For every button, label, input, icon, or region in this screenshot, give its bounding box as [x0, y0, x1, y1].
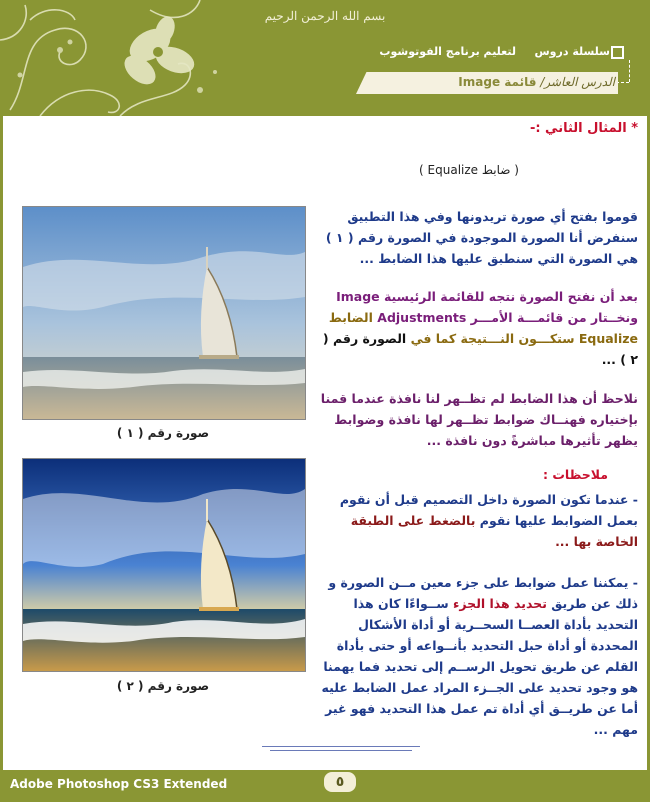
note-2 [318, 572, 638, 740]
equalize-label: ( ضابط Equalize ) [419, 163, 519, 177]
note2-part10: تم عمل هذا التحديد فهو غير مهم ... [325, 701, 638, 737]
floral-ornament-icon [0, 0, 250, 116]
note2-part7: أو حتى بأداة القلم عن طريق تحويل الرســم إلى [336, 638, 638, 674]
bullet-square-icon [611, 46, 624, 59]
lesson-topic: قائمة Image [458, 75, 537, 89]
page-number: ٥ [324, 772, 356, 792]
para2-part2: ونخــتار من قائمـــة الأمـــر Adjustments [377, 310, 638, 325]
footer-app-name: Adobe Photoshop CS3 Extended [10, 777, 228, 791]
lesson-number: الدرس العاشر/ [540, 75, 615, 89]
note2-part2: و ذلك عن طريق [328, 575, 638, 611]
divider-line [262, 746, 420, 747]
para2-part4: الصورة رقم ( ٢ ) ... [322, 331, 638, 367]
note2-part5: هذا التحديد بأداة العصــا السحــرية أو أداة [353, 596, 638, 632]
notes-heading: ملاحظات : [542, 467, 608, 482]
photo-original [22, 206, 306, 420]
note2-part3: تحديد هذا الجزء [453, 596, 547, 611]
caption-1: صورة رقم ( ١ ) [116, 426, 210, 440]
note1-part4: الخاصة بها ... [555, 534, 638, 549]
series-title: سلسلة دروس [534, 45, 610, 58]
basmala: بسم الله الرحمن الرحيم [264, 9, 386, 23]
note2-part9: المراد عمل الضابط عليه أما عن طريــق أي أداة [321, 680, 638, 716]
note1-part1: - عندما تكون الصورة داخل التصميم قبل أن نقوم [339, 492, 638, 507]
paragraph-intro: قوموا بفتح أي صورة تريدونها وفي هذا التطبيق سنفرض أنا الصورة الموجودة في الصورة رقم ( ١ ) هي الصورة التي سنطبق عليها هذا الضابط ... [325, 209, 638, 266]
para2-part1: بعد أن نفتح الصورة نتجه للقائمة الرئيسية Image [336, 289, 638, 304]
caption-2: صورة رقم ( ٢ ) [116, 679, 210, 693]
paragraph-observation: نلاحظ أن هذا الضابط لم تظــهر لنا نافذة عندما قمنا بإختياره فهنــاك ضوابط تظــهر لها نافذة وضوابط يظهر تأثيرها مباشرةً دون نافذة ... [320, 391, 638, 448]
divider-line [270, 750, 412, 751]
note2-part8: تحديد فما يهمنا هو وجود تحديد على الجــزء [323, 659, 638, 695]
dashed-connector [629, 60, 630, 82]
note-1 [318, 489, 638, 552]
note2-part4: ســواءًا كان [378, 596, 449, 611]
paragraph-steps [318, 286, 638, 370]
photo-equalized [22, 458, 306, 672]
note1-part3: بالضغط على الطبقة [350, 513, 476, 528]
example-title: * المثال الثاني :- [529, 121, 638, 136]
series-subtitle: لتعليم برنامج الفوتوشوب [379, 45, 516, 58]
note2-part6: الأشكال المحددة أو أداة حبل التحديد بأنــواعه [358, 617, 638, 653]
para2-part3: الضابط Equalize ستكـــون النـــتيجة كما في [328, 310, 638, 346]
lesson-heading [365, 75, 615, 89]
note2-part1: - يمكننا عمل ضوابط على جزء معين مــن الصورة [340, 575, 638, 590]
note1-part2: بعمل الضوابط عليها نقوم [479, 513, 638, 528]
